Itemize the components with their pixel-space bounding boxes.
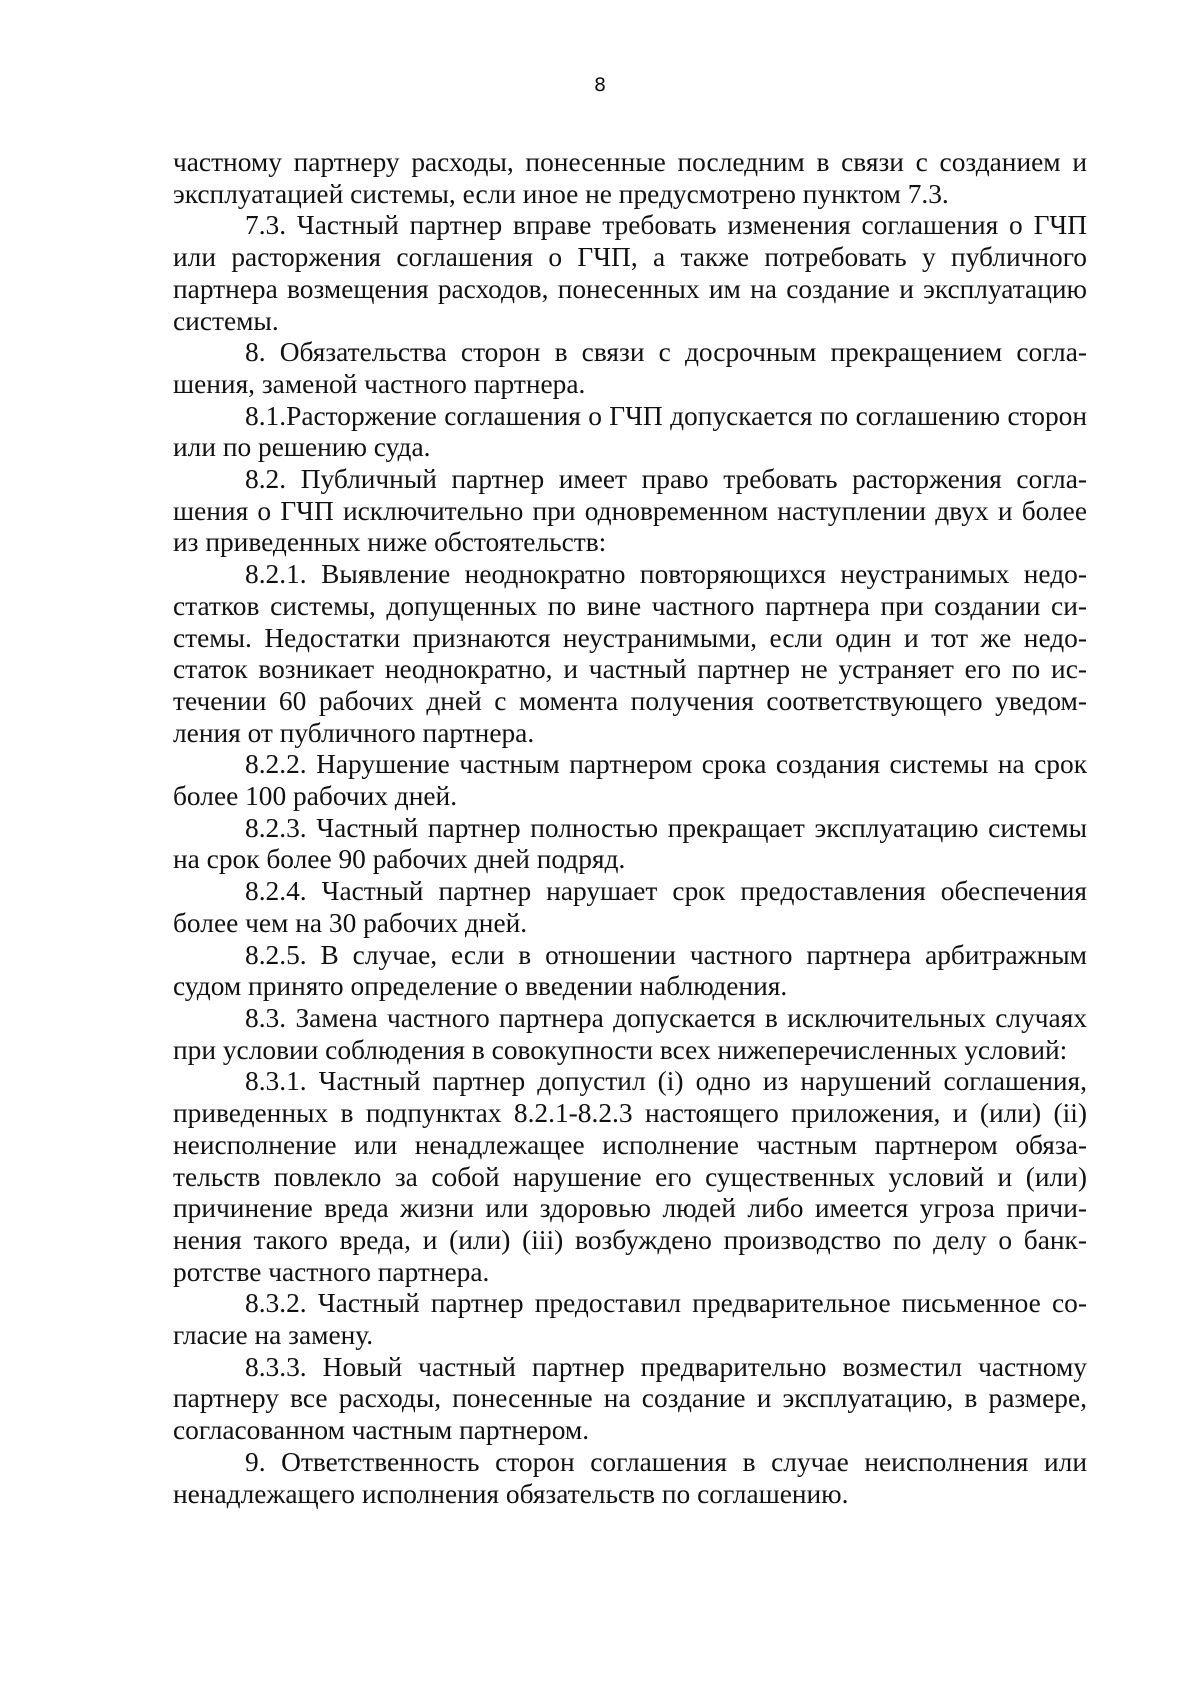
paragraph-continuation: частному партнеру расходы, понесенные последним в связи с созданием и эксплуатацией системы, если иное не предусмотрено пунктом 7.3. [173, 147, 1087, 209]
paragraph-7-3: 7.3. Частный партнер вправе требовать изменения соглашения о ГЧП или расторжения соглашения о ГЧП, а также потребовать у публичного партнера возмещения расходов, понесенных им на создание и эксплуатацию системы. [173, 210, 1087, 336]
paragraph-8-2-3: 8.2.3. Частный партнер полностью прекращает эксплуатацию системы на срок более 90 рабочих дней подряд. [173, 812, 1087, 875]
paragraph-8-3: 8.3. Замена частного партнера допускается в исключительных случаях при условии соблюдения в совокупности всех нижеперечисленных условий: [173, 1002, 1087, 1065]
paragraph-8: 8. Обязательства сторон в связи с досрочным прекращением соглашения, заменой частного партнера. [173, 337, 1087, 399]
paragraph-8-3-3: 8.3.3. Новый частный партнер предварительно возместил частному партнеру все расходы, понесенные на создание и эксплуатацию, в размере, согласованном частным партнером. [173, 1351, 1087, 1446]
paragraph-8-2-2: 8.2.2. Нарушение частным партнером срока создания системы на срок более 100 рабочих дней. [173, 749, 1087, 812]
paragraph-8-2-1: 8.2.1. Выявление неоднократно повторяющихся неустранимых недостатков системы, допущенных по вине частного партнера при создании системы. Недостатки признаются неустранимыми, если один и тот же недостаток возникает неоднократно, и частный партнер не устраняет его по истечении 60 рабочих дней с момента получения соответствующего уведомления от публичного партнера. [173, 559, 1087, 748]
document-body [173, 147, 1087, 1510]
page-number: 8 [593, 74, 607, 96]
paragraph-8-2-4: 8.2.4. Частный партнер нарушает срок предоставления обеспечения более чем на 30 рабочих дней. [173, 876, 1087, 938]
paragraph-8-3-1: 8.3.1. Частный партнер допустил (i) одно из нарушений соглашения, приведенных в подпунктах 8.2.1-8.2.3 настоящего приложения, и (или) (ii) неисполнение или ненадлежащее исполнение частным партнером обязательств повлекло за собой нарушение его существенных условий и (или) причинение вреда жизни или здоровью людей либо имеется угроза причинения такого вреда, и (или) (iii) возбуждено производство по делу о банкротстве частного партнера. [173, 1066, 1087, 1287]
paragraph-8-3-2: 8.3.2. Частный партнер предоставил предварительное письменное согласие на замену. [173, 1288, 1087, 1351]
paragraph-8-1: 8.1.Расторжение соглашения о ГЧП допускается по соглашению сторон или по решению суда. [173, 400, 1087, 463]
paragraph-8-2: 8.2. Публичный партнер имеет право требовать расторжения соглашения о ГЧП исключительно при одновременном наступлении двух и более из приведенных ниже обстоятельств: [173, 464, 1087, 558]
paragraph-8-2-5: 8.2.5. В случае, если в отношении частного партнера арбитражным судом принято определение о введении наблюдения. [173, 939, 1087, 1002]
paragraph-9: 9. Ответственность сторон соглашения в случае неисполнения или ненадлежащего исполнения обязательств по соглашению. [173, 1446, 1087, 1509]
